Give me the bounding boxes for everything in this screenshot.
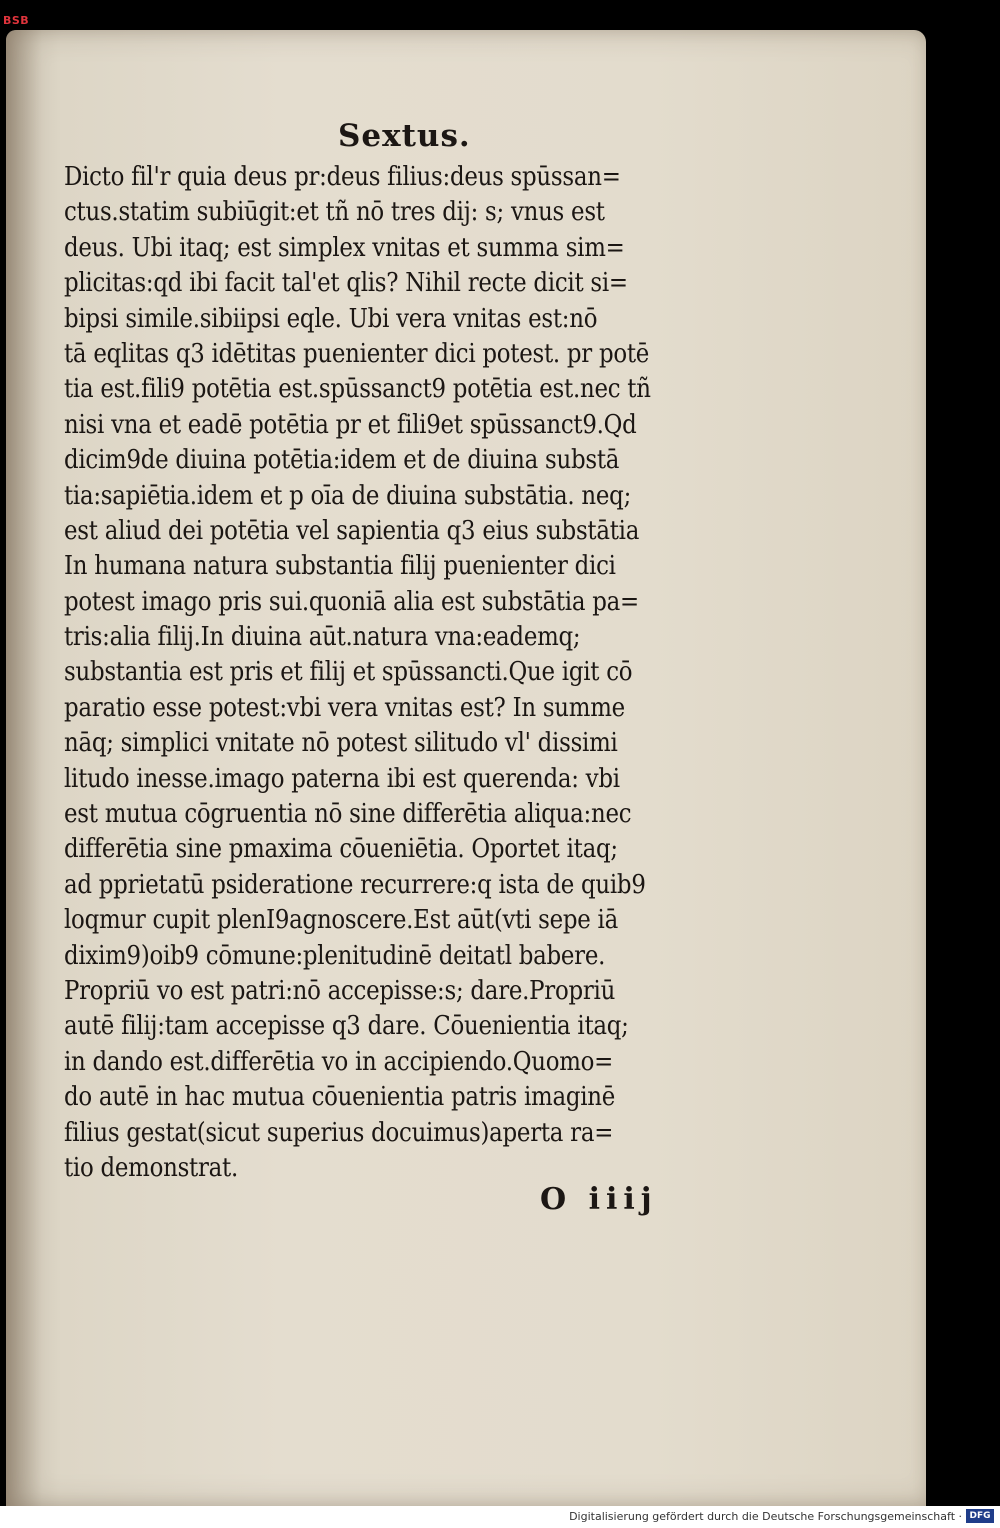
bsb-logo: BSB bbox=[3, 14, 30, 27]
text-line: paratio esse potest:vbi vera vnitas est? In summe bbox=[64, 692, 625, 723]
signature-mark: O iiij bbox=[540, 1182, 658, 1217]
text-line: Propriū vo est patri:nō accepisse:s; dare.Propriū bbox=[64, 975, 616, 1006]
text-line: bipsi simile.sibiipsi eqle. Ubi vera vnitas est:nō bbox=[64, 303, 598, 334]
text-line: differētia sine pmaxima cōueniētia. Oportet itaq; bbox=[64, 834, 618, 865]
text-line: do autē in hac mutua cōuenientia patris imaginē bbox=[64, 1082, 616, 1113]
page-gutter-shadow bbox=[6, 30, 42, 1506]
running-head: Sextus. bbox=[338, 118, 471, 154]
page-text bbox=[64, 160, 671, 1186]
text-line: tris:alia filij.In diuina aūt.natura vna:eademq; bbox=[64, 622, 581, 653]
text-line: in dando est.differētia vo in accipiendo.Quomo= bbox=[64, 1046, 614, 1077]
text-line: dixim9)oib9 cōmune:plenitudinē deitatl babere. bbox=[64, 940, 606, 971]
footer-credit: Digitalisierung gefördert durch die Deutsche Forschungsgemeinschaft · bbox=[569, 1510, 962, 1523]
text-line: substantia est pris et filij et spūssancti.Que igit cō bbox=[64, 657, 633, 688]
text-line: tā eqlitas q3 idētitas puenienter dici potest. pr potē bbox=[64, 338, 650, 369]
text-line: ctus.statim subiūgit:et tñ nō tres dij: s; vnus est bbox=[64, 197, 605, 228]
text-line: filius gestat(sicut superius docuimus)aperta ra= bbox=[64, 1117, 614, 1148]
text-line: plicitas:qd ibi facit tal'et qlis? Nihil recte dicit si= bbox=[64, 268, 628, 299]
text-line: Dicto fil'r quia deus pr:deus filius:deus spūssan= bbox=[64, 162, 621, 192]
text-line: In humana natura substantia filij puenienter dici bbox=[64, 551, 616, 582]
text-line: tio demonstrat. bbox=[64, 1152, 238, 1183]
text-line: tia est.fili9 potētia est.spūssanct9 potētia est.nec tñ bbox=[64, 374, 651, 405]
dfg-logo: DFG bbox=[966, 1509, 994, 1523]
text-line: deus. Ubi itaq; est simplex vnitas et summa sim= bbox=[64, 232, 625, 263]
text-line: potest imago pris sui.quoniā alia est substātia pa= bbox=[64, 586, 639, 617]
text-line: ad pprietatū psideratione recurrere:q ista de quib9 bbox=[64, 869, 646, 900]
text-line: autē filij:tam accepisse q3 dare. Cōuenientia itaq; bbox=[64, 1011, 629, 1042]
text-line: est aliud dei potētia vel sapientia q3 eius substātia bbox=[64, 515, 640, 546]
text-line: nāq; simplici vnitate nō potest silitudo vl' dissimi bbox=[64, 728, 618, 759]
text-line: tia:sapiētia.idem et p oīa de diuina substātia. neq; bbox=[64, 480, 632, 511]
text-line: nisi vna et eadē potētia pr et fili9et spūssanct9.Qd bbox=[64, 409, 637, 440]
text-line: litudo inesse.imago paterna ibi est querenda: vbi bbox=[64, 763, 620, 794]
text-line: dicim9de diuina potētia:idem et de diuina substā bbox=[64, 445, 620, 476]
text-line: loqmur cupit plenI9agnoscere.Est aūt(vti sepe iā bbox=[64, 905, 619, 936]
text-line: est mutua cōgruentia nō sine differētia aliqua:nec bbox=[64, 799, 632, 830]
